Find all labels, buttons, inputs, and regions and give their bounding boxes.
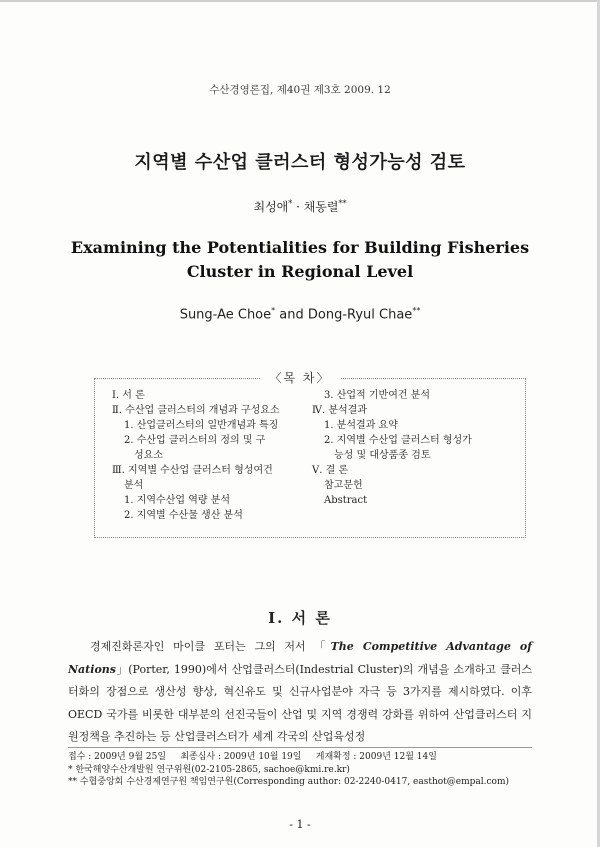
section-heading-introduction: Ⅰ. 서 론 bbox=[268, 609, 332, 627]
toc-item: 성요소 bbox=[134, 450, 163, 461]
footnote-divider bbox=[68, 747, 532, 748]
footnotes bbox=[68, 751, 548, 789]
body-paragraph bbox=[68, 636, 532, 749]
toc-heading: 〈목 차〉 bbox=[260, 369, 340, 386]
toc-item: Ⅳ. 분석결과 bbox=[312, 405, 367, 416]
footnote-author-2: ** 수협중앙회 수산경제연구원 책임연구원(Corresponding author: 02-2240-0417, easthot@empal.com) bbox=[68, 777, 510, 787]
toc-item: 참고문헌 bbox=[324, 480, 363, 491]
author-2-mark: ** bbox=[338, 199, 347, 208]
toc-item: Ⅲ. 지역별 수산업 클러스터 형성여건 bbox=[112, 465, 273, 476]
author-1-ko: 최성애 bbox=[253, 200, 289, 214]
toc-right-column bbox=[312, 388, 512, 508]
author-2-en: Dong-Ryul Chae bbox=[307, 307, 413, 323]
paragraph-1 bbox=[68, 636, 532, 749]
footnote-author-1: * 한국해양수산개발원 연구위원(02-2105-2865, sachoe@kmi.re.kr) bbox=[68, 764, 350, 775]
toc-item: Ⅱ. 수산업 클러스터의 개념과 구성요소 bbox=[112, 405, 280, 416]
authors-korean bbox=[0, 198, 600, 215]
toc-item: Ⅰ. 서 론 bbox=[112, 390, 145, 401]
submission-dates: 접수 : 2009년 9월 25일 최종심사 : 2009년 10월 19일 게재확정 : 2009년 12월 14일 bbox=[68, 752, 437, 762]
book-title: The Competitive Advantage of Nations bbox=[68, 640, 532, 676]
author-2-ko: 채동렬 bbox=[303, 200, 339, 214]
toc-item: 능성 및 대상품종 검토 bbox=[334, 450, 431, 461]
paragraph-1-rest: 」(Porter, 1990)에서 산업클러스터(Indestrial Cluster)의 개념을 소개하고 클러스터화의 장점으로 생산성 향상, 혁신유도 및 신규사업분야 자극 등 3가지를 제시하였다. 이후 OECD 국가를 비롯한 대부분의 선진국들이 산업 및 지역 경쟁력 강화를 위하여 산업클러스터 지원정책을 추진하는 등 산업클러스터가 세계 각국의 산업육성정 bbox=[68, 662, 532, 743]
toc-item: 1. 산업클러스터의 일반개념과 특징 bbox=[124, 420, 279, 431]
page-number: - 1 - bbox=[289, 818, 311, 831]
toc-item: 분석 bbox=[124, 480, 144, 491]
author-conjunction: and bbox=[275, 307, 308, 323]
toc-item: 1. 분석결과 요약 bbox=[324, 420, 398, 431]
author-1-mark: * bbox=[288, 199, 293, 208]
toc-item: 2. 지역별 수산물 생산 분석 bbox=[124, 510, 243, 521]
title-english bbox=[0, 236, 600, 284]
paragraph-1-start: 경제진화론자인 마이클 포터는 그의 저서 「 bbox=[90, 640, 331, 653]
author-1-en-mark: * bbox=[271, 306, 276, 315]
toc-item: Abstract bbox=[324, 495, 368, 506]
title-english-line1: Examining the Potentialities for Building Fisheries bbox=[70, 238, 530, 257]
toc-item: 3. 산업적 기반여건 분석 bbox=[324, 390, 431, 401]
toc-item: Ⅴ. 결 론 bbox=[312, 465, 349, 476]
journal-header: 수산경영론집, 제40권 제3호 2009. 12 bbox=[209, 84, 391, 96]
title-english-line2: Cluster in Regional Level bbox=[186, 262, 414, 281]
author-1-en: Sung-Ae Choe bbox=[179, 307, 272, 323]
authors-english bbox=[0, 306, 600, 322]
scan-edge-top bbox=[0, 0, 600, 2]
toc-item: 2. 지역별 수산업 클러스터 형성가 bbox=[324, 435, 472, 446]
toc-left-column bbox=[112, 388, 302, 523]
author-2-en-mark: ** bbox=[412, 306, 421, 315]
toc-item: 2. 수산업 클러스터의 정의 및 구 bbox=[124, 435, 266, 446]
author-separator: · bbox=[292, 200, 304, 214]
title-korean: 지역별 수산업 클러스터 형성가능성 검토 bbox=[134, 152, 466, 173]
toc-item: 1. 지역수산업 역량 분석 bbox=[124, 495, 231, 506]
